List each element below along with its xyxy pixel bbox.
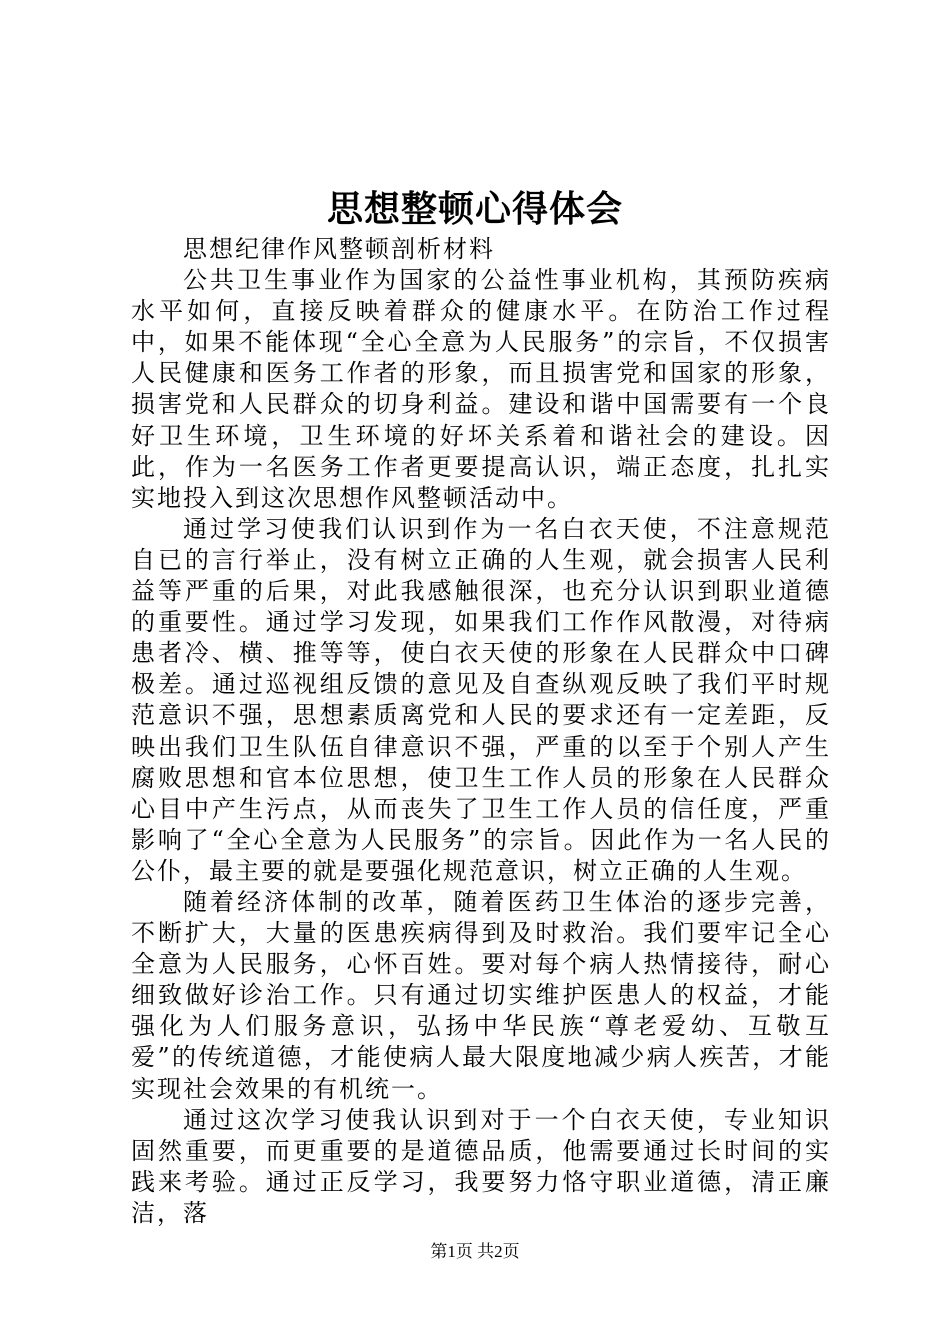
document-title: 思想整顿心得体会 [326, 188, 623, 230]
document-subtitle: 思想纪律作风整顿剖析材料 [183, 235, 495, 263]
paragraph: 通过这次学习使我认识到对于一个白衣天使，专业知识固然重要，而更重要的是道德品质，他需要通过长时间的实践来考验。通过正反学习，我要努力恪守职业道德，清正廉洁，落 [131, 1105, 831, 1227]
document-body [131, 234, 831, 1229]
paragraph: 公共卫生事业作为国家的公益性事业机构，其预防疾病水平如何，直接反映着群众的健康水平。在防治工作过程中，如果不能体现“全心全意为人民服务”的宗旨，不仅损害人民健康和医务工作者的形象，而且损害党和国家的形象，损害党和人民群众的切身利益。建设和谐中国需要有一个良好卫生环境，卫生环境的好坏关系着和谐社会的建设。因此，作为一名医务工作者更要提高认识，端正态度，扎扎实实地投入到这次思想作风整顿活动中。 [131, 266, 831, 512]
paragraph: 随着经济体制的改革，随着医药卫生体治的逐步完善，不断扩大，大量的医患疾病得到及时救治。我们要牢记全心全意为人民服务，心怀百姓。要对每个病人热情接待，耐心细致做好诊治工作。只有通过切实维护医患人的权益，才能强化为人们服务意识，弘扬中华民族“尊老爱幼、互敬互爱”的传统道德，才能使病人最大限度地减少病人疾苦，才能实现社会效果的有机统一。 [131, 887, 831, 1103]
page-number: 第1页 共2页 [430, 1242, 520, 1261]
paragraph: 通过学习使我们认识到作为一名白衣天使，不注意规范自已的言行举止，没有树立正确的人生观，就会损害人民利益等严重的后果，对此我感触很深，也充分认识到职业道德的重要性。通过学习发现，如果我们工作作风散漫，对待病患者冷、横、推等等，使白衣天使的形象在人民群众中口碑极差。通过巡视组反馈的意见及自查纵观反映了我们平时规范意识不强，思想素质离党和人民的要求还有一定差距，反映出我们卫生队伍自律意识不强，严重的以至于个别人产生腐败思想和官本位思想，使卫生工作人员的形象在人民群众心目中产生污点，从而丧失了卫生工作人员的信任度，严重影响了“全心全意为人民服务”的宗旨。因此作为一名人民的公仆，最主要的就是要强化规范意识，树立正确的人生观。 [131, 514, 831, 885]
